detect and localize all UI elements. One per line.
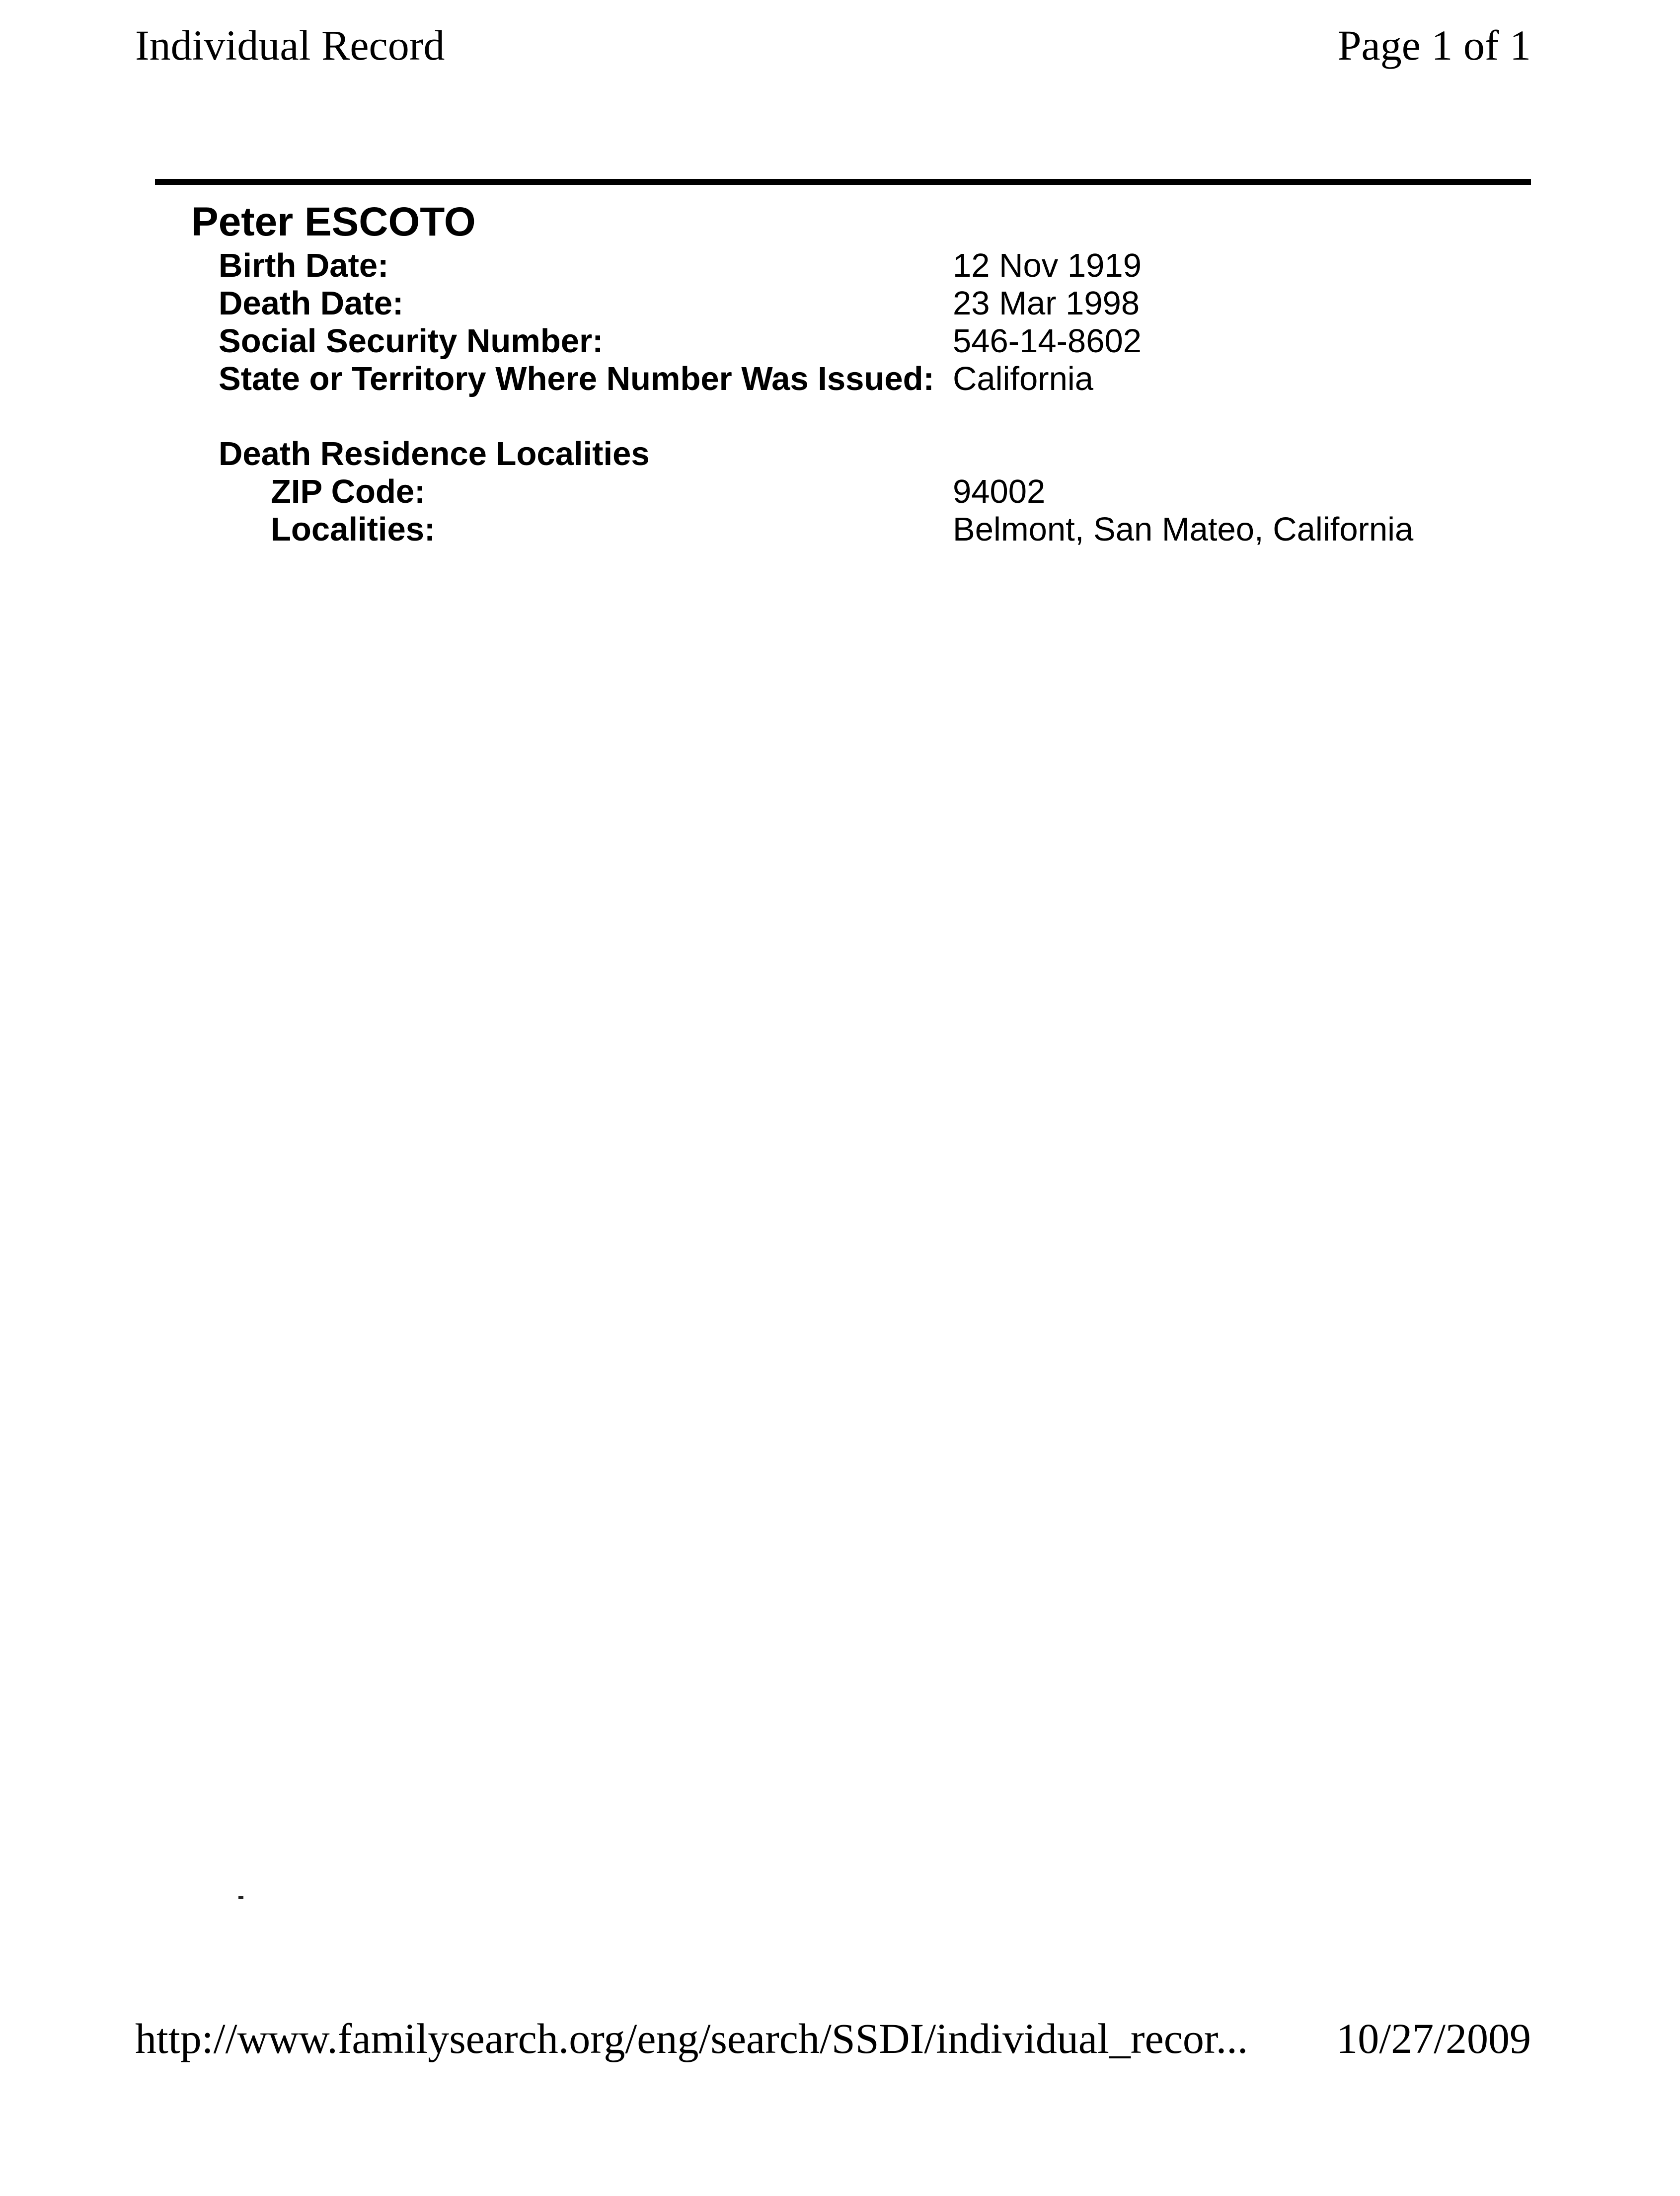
ssn-value: 546-14-8602 (953, 322, 1142, 360)
zip-code-label: ZIP Code: (271, 473, 426, 510)
header-title: Individual Record (135, 21, 445, 69)
death-date-label: Death Date: (219, 285, 404, 322)
localities-label: Localities: (271, 511, 436, 548)
death-residence-heading: Death Residence Localities (219, 435, 650, 472)
issued-state-value: California (953, 360, 1094, 397)
horizontal-rule (155, 179, 1531, 185)
footer-date: 10/27/2009 (1336, 2015, 1531, 2062)
ssn-label: Social Security Number: (219, 322, 604, 360)
birth-date-label: Birth Date: (219, 247, 389, 284)
page-indicator: Page 1 of 1 (1337, 21, 1531, 69)
death-date-value: 23 Mar 1998 (953, 285, 1140, 322)
zip-code-value: 94002 (953, 473, 1046, 510)
issued-state-label: State or Territory Where Number Was Issued: (219, 360, 934, 397)
birth-date-value: 12 Nov 1919 (953, 247, 1142, 284)
footer-url: http://www.familysearch.org/eng/search/SSDI/individual_recor... (135, 2015, 1248, 2062)
scan-speck (238, 1896, 243, 1899)
localities-value: Belmont, San Mateo, California (953, 511, 1414, 548)
person-name: Peter ESCOTO (191, 199, 476, 244)
